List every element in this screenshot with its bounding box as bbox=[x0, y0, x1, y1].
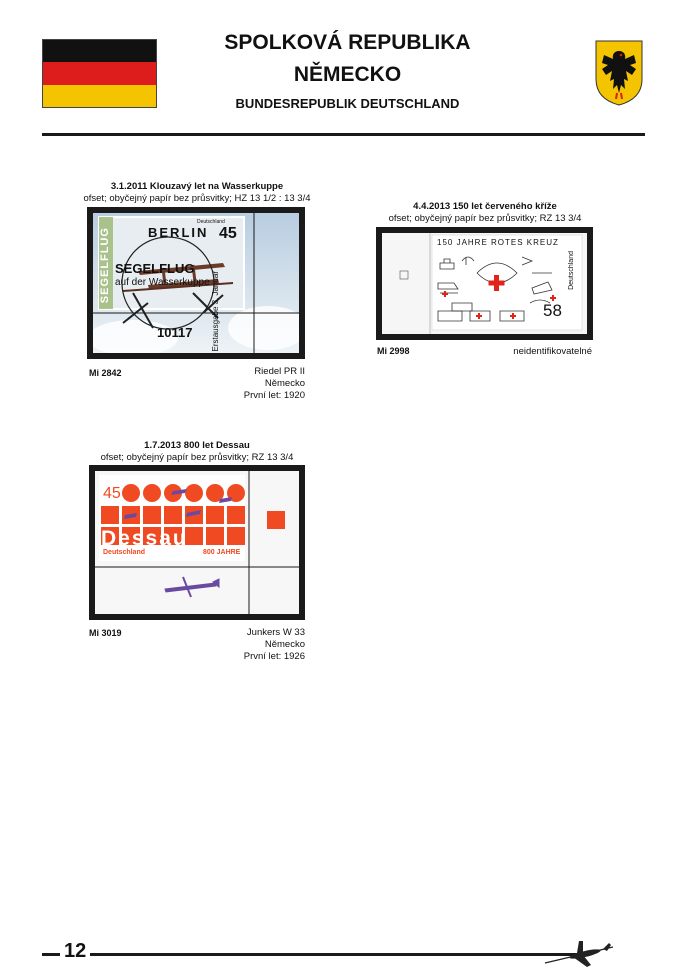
german-flag bbox=[42, 39, 157, 108]
stamp1-details: ofset; obyčejný papír bez průsvitky; HZ 13 1/2 : 13 3/4 bbox=[83, 193, 311, 204]
stamp1-image bbox=[93, 213, 299, 353]
stamp3-details: ofset; obyčejný papír bez průsvitky; RZ 13 3/4 bbox=[100, 452, 294, 463]
page-number: 12 bbox=[60, 940, 90, 963]
stamp1-value: 45 bbox=[219, 225, 237, 242]
page-title-line1: SPOLKOVÁ REPUBLIKA bbox=[224, 31, 471, 54]
stamp3-info bbox=[205, 627, 305, 663]
stamp1-info-line1: Riedel PR II bbox=[254, 366, 305, 377]
stamp1-cancel-arc: Erstausgabe 3. Januar bbox=[211, 271, 220, 352]
stamp3-years: 800 JAHRE bbox=[203, 549, 241, 556]
stamp1-caption bbox=[82, 181, 312, 205]
stamp2-date-title: 4.4.2013 150 let červeného kříže bbox=[413, 201, 557, 212]
stamp3-mount bbox=[89, 465, 305, 620]
stamp2-header: 150 JAHRE ROTES KREUZ bbox=[437, 238, 559, 247]
stamp1-cancel-text1: SEGELFLUG bbox=[115, 261, 195, 276]
stamp3-info-line2: Německo bbox=[264, 639, 305, 650]
stamp2-details: ofset; obyčejný papír bez průsvitky; RZ 13 3/4 bbox=[388, 213, 582, 224]
stamp3-info-line3: První let: 1926 bbox=[243, 651, 305, 662]
page-title-line2: NĚMECKO bbox=[293, 63, 402, 86]
footer-divider bbox=[42, 953, 587, 956]
airplane-icon bbox=[543, 933, 633, 971]
stamp2-caption bbox=[375, 201, 595, 225]
stamp1-catalog: Mi 2842 bbox=[89, 368, 122, 378]
page-subtitle: BUNDESREPUBLIK DEUTSCHLAND bbox=[235, 96, 460, 111]
stamp2-info-line1: neidentifikovatelné bbox=[513, 346, 592, 357]
stamp1-cancel-zip: 10117 bbox=[157, 325, 193, 340]
stamp1-cancel-text2: auf der Wasserkuppe bbox=[115, 277, 210, 288]
stamp3-image bbox=[95, 471, 299, 614]
stamp1-info bbox=[205, 366, 305, 402]
stamp1-cancel-city: BERLIN bbox=[148, 225, 209, 240]
stamp3-name: Dessau bbox=[101, 527, 188, 550]
header-divider bbox=[42, 133, 645, 136]
stamp2-country: Deutschland bbox=[568, 251, 575, 290]
stamp1-side-text: SEGELFLUG bbox=[99, 227, 111, 304]
stamp1-date-title: 3.1.2011 Klouzavý let na Wasserkuppe bbox=[110, 181, 284, 192]
stamp1-country: Deutschland bbox=[197, 219, 225, 225]
stamp3-date-title: 1.7.2013 800 let Dessau bbox=[144, 440, 250, 451]
stamp1-info-line2: Německo bbox=[264, 378, 305, 389]
stamp2-image bbox=[382, 233, 587, 334]
stamp3-caption bbox=[82, 440, 312, 464]
stamp3-info-line1: Junkers W 33 bbox=[246, 627, 305, 638]
stamp2-value: 58 bbox=[543, 301, 562, 320]
stamp3-country: Deutschland bbox=[103, 549, 146, 556]
stamp1-mount bbox=[87, 207, 305, 359]
stamp2-mount bbox=[376, 227, 593, 340]
coat-of-arms-icon bbox=[594, 39, 644, 107]
stamp3-value: 45 bbox=[103, 485, 121, 502]
stamp3-catalog: Mi 3019 bbox=[89, 628, 122, 638]
stamp2-catalog: Mi 2998 bbox=[377, 346, 410, 356]
stamp1-info-line3: První let: 1920 bbox=[243, 390, 305, 401]
